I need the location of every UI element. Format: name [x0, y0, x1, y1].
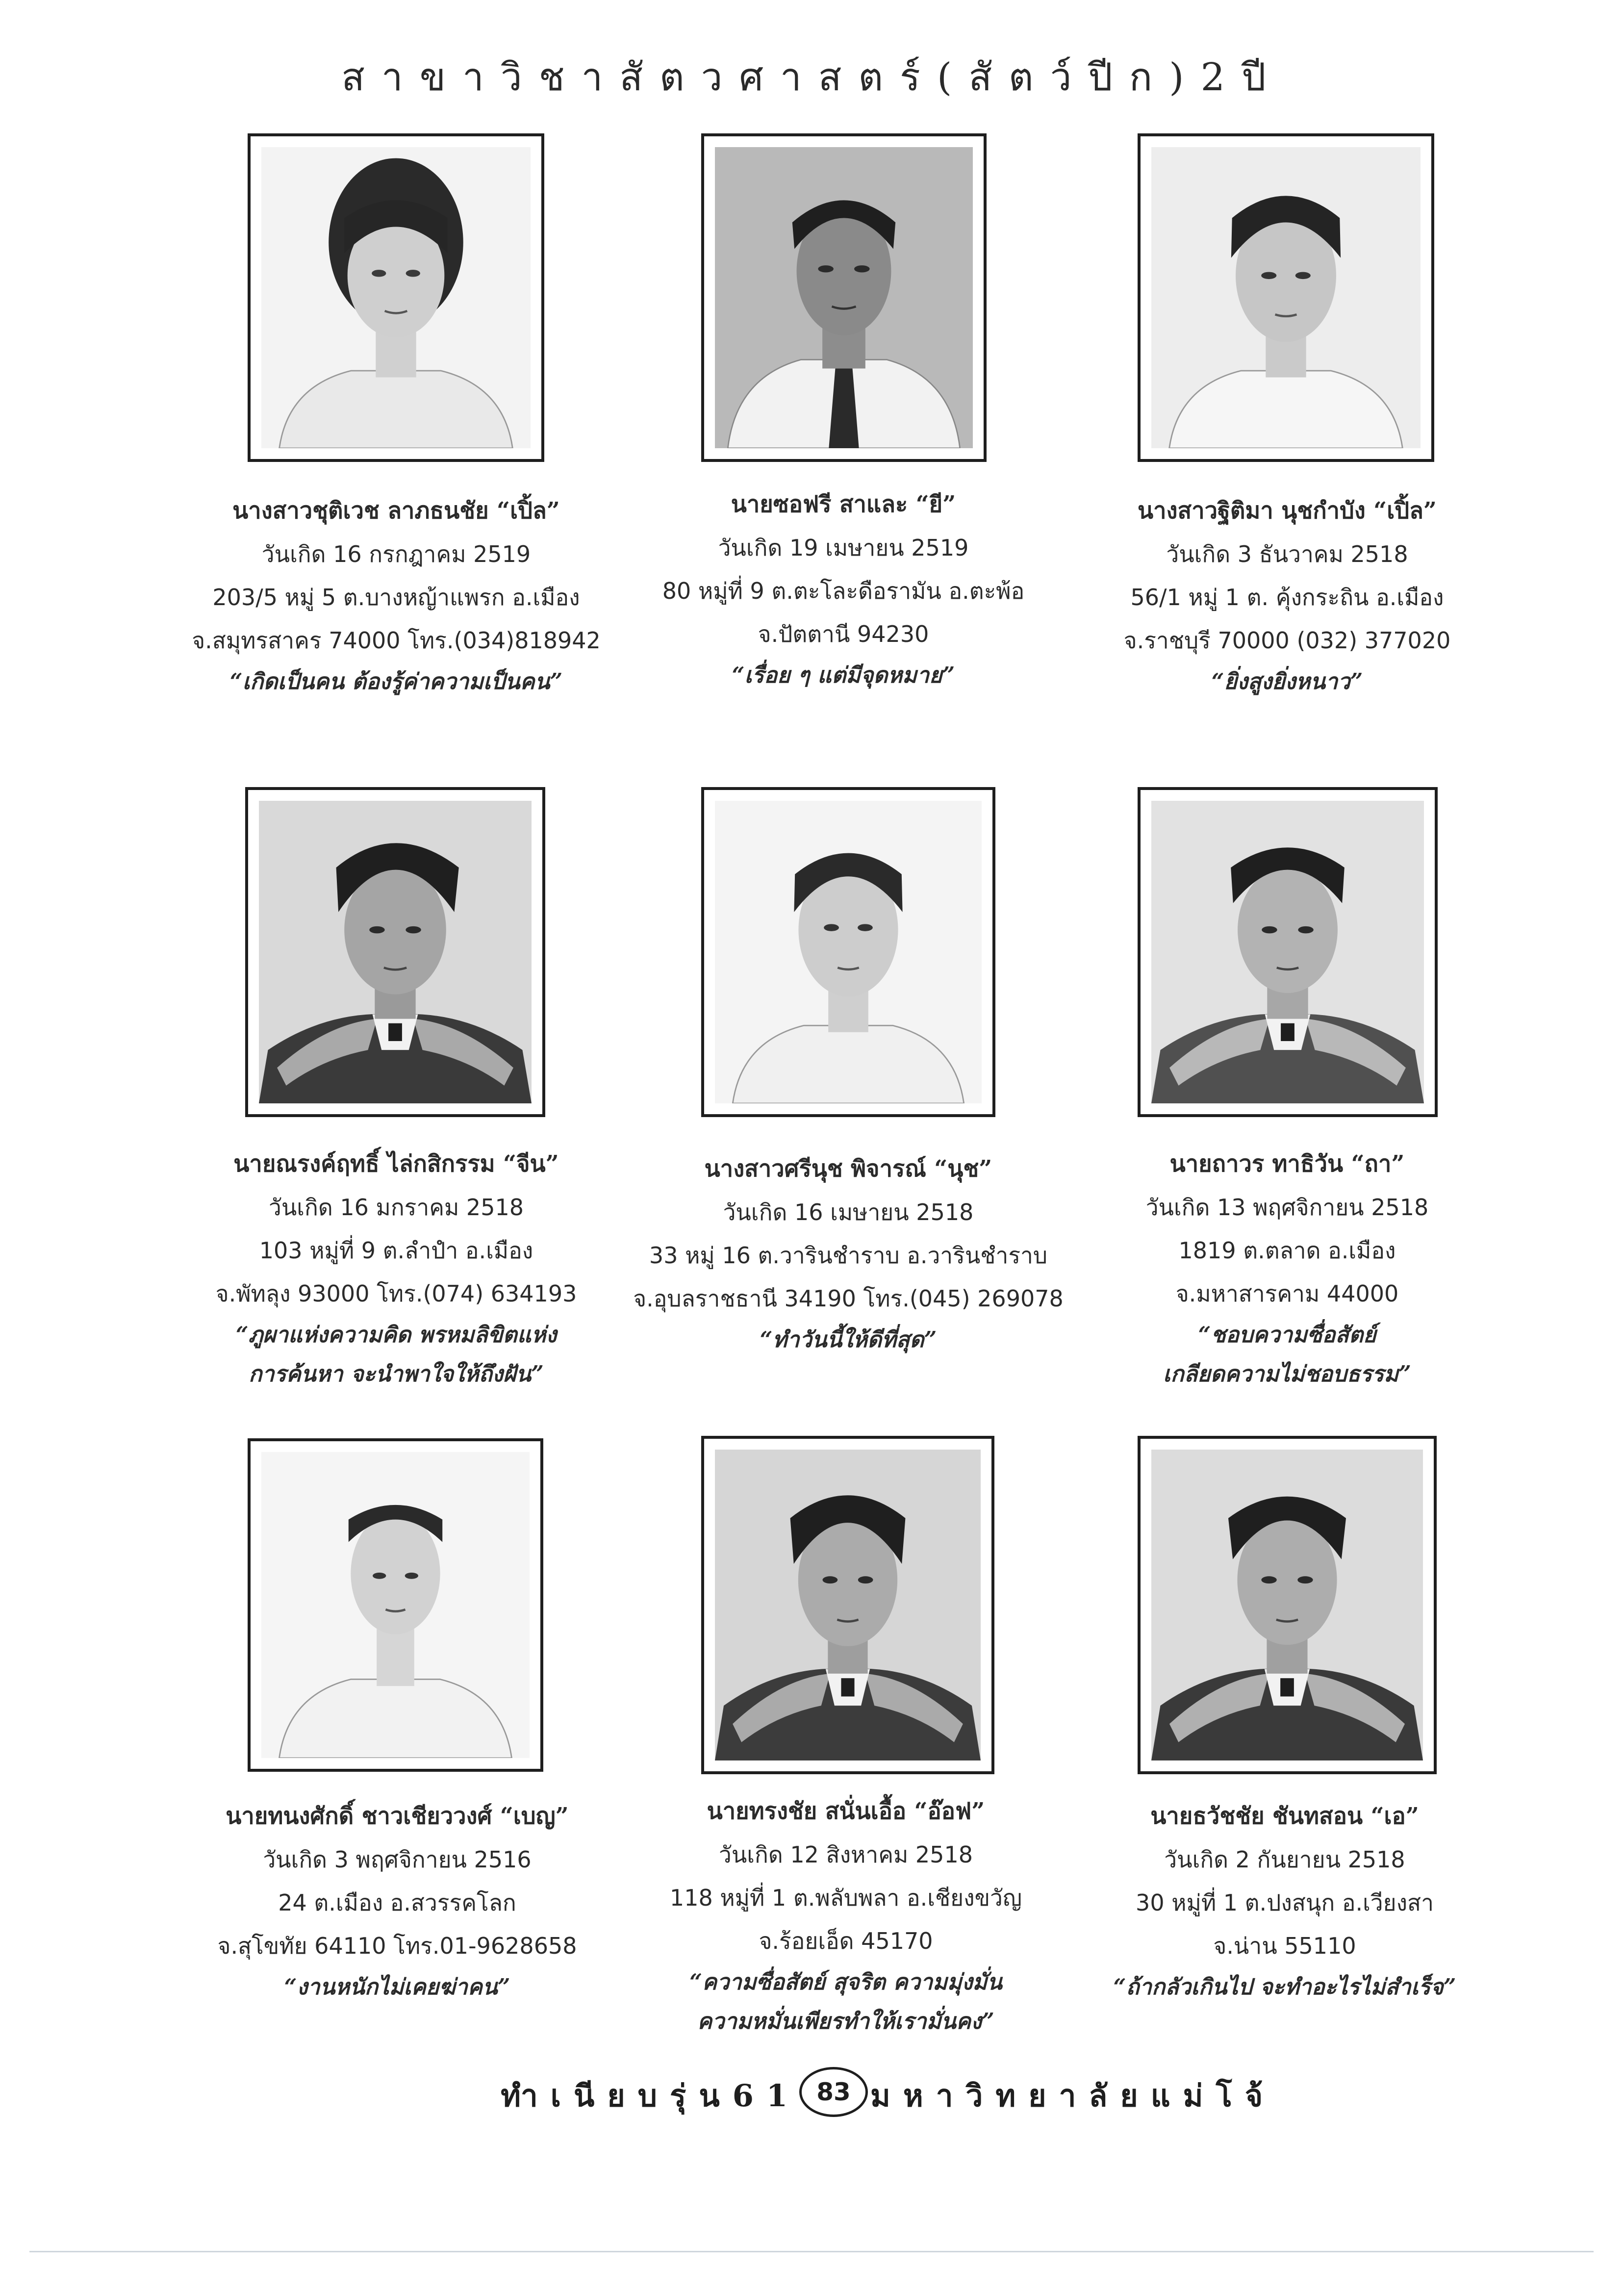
address-line: จ.พัทลุง 93000 โทร.(074) 634193 — [215, 1280, 577, 1307]
page-footer — [0, 2067, 1624, 2121]
address-line: 30 หมู่ที่ 1 ต.ปงสนุก อ.เวียงสา — [1136, 1889, 1434, 1916]
graduate-entry — [1027, 1143, 1547, 1394]
page-title: สาขาวิชาสัตวศาสตร์(สัตว์ปีก)2ปี — [341, 55, 1283, 100]
portrait-photo — [248, 1438, 543, 1772]
address-line: 33 หมู่ 16 ต.วารินชำราบ อ.วารินชำราบ — [649, 1242, 1048, 1269]
address-line: จ.ราชบุรี 70000 (032) 377020 — [1123, 627, 1451, 654]
address-line: 80 หมู่ที่ 9 ต.ตะโละดือรามัน อ.ตะพ้อ — [662, 578, 1025, 604]
graduate-name: นางสาวชุติเวช ลาภธนชัย “เปิ้ล” — [232, 497, 560, 524]
portrait-photo — [701, 787, 995, 1117]
graduate-name: นายทรงชัย สนั่นเอื้อ “อ๊อฟ” — [707, 1798, 985, 1825]
address-line: จ.อุบลราชธานี 34190 โทร.(045) 269078 — [633, 1285, 1064, 1312]
footer-university: มหาวิทยาลัยแม่โจ้ — [870, 2078, 1276, 2114]
motto: “เรื่อย ๆ แต่มีจุดหมาย” — [732, 662, 955, 688]
address-line: จ.ปัตตานี 94230 — [758, 621, 929, 647]
address-line: จ.สมุทรสาคร 74000 โทร.(034)818942 — [192, 627, 601, 654]
graduate-name: นางสาวศรีนุช พิจารณ์ “นุช” — [704, 1155, 992, 1182]
bottom-divider — [29, 2251, 1594, 2252]
portrait-photo — [1138, 1436, 1437, 1774]
birth-date: วันเกิด 16 มกราคม 2518 — [269, 1194, 524, 1221]
motto: “ภูผาแห่งความคิด พรหมลิขิตแห่ง — [235, 1322, 557, 1348]
birth-date: วันเกิด 2 กันยายน 2518 — [1164, 1846, 1405, 1873]
birth-date: วันเกิด 3 พฤศจิกายน 2516 — [263, 1846, 532, 1873]
graduate-name: นายถาวร ทาธิวัน “ถา” — [1169, 1150, 1405, 1177]
motto: ความหมั่นเพียรทำให้เรามั่นคง” — [697, 2008, 994, 2034]
address-line: จ.สุโขทัย 64110 โทร.01-9628658 — [217, 1933, 577, 1959]
address-line: จ.น่าน 55110 — [1213, 1933, 1356, 1959]
graduate-entry — [584, 483, 1103, 695]
motto: “ความซื่อสัตย์ สุจริต ความมุ่งมั่น — [689, 1969, 1002, 1995]
motto: เกลียดความไม่ชอบธรรม” — [1163, 1361, 1411, 1387]
address-line: 24 ต.เมือง อ.สวรรคโลก — [278, 1889, 516, 1916]
graduate-name: นายธวัชชัย ชันทสอน “เอ” — [1150, 1803, 1419, 1830]
portrait-photo — [1138, 787, 1438, 1117]
motto: “ทำวันนี้ให้ดีที่สุด” — [760, 1326, 937, 1352]
graduate-name: นางสาวฐิติมา นุชกำบัง “เปิ้ล” — [1138, 497, 1437, 524]
birth-date: วันเกิด 16 เมษายน 2518 — [723, 1199, 974, 1225]
motto: “ยิ่งสูงยิ่งหนาว” — [1211, 668, 1363, 694]
portrait-photo — [1138, 133, 1434, 462]
birth-date: วันเกิด 13 พฤศจิกายน 2518 — [1145, 1194, 1429, 1221]
motto: “ชอบความซื่อสัตย์ — [1198, 1322, 1376, 1348]
motto: “ถ้ากลัวเกินไป จะทำอะไรไม่สำเร็จ” — [1113, 1974, 1456, 2000]
address-line: 203/5 หมู่ 5 ต.บางหญ้าแพรก อ.เมือง — [212, 584, 580, 611]
birth-date: วันเกิด 19 เมษายน 2519 — [718, 535, 969, 561]
address-line: 56/1 หมู่ 1 ต. คุ้งกระถิน อ.เมือง — [1130, 584, 1444, 611]
portrait-photo — [701, 1436, 994, 1774]
birth-date: วันเกิด 12 สิงหาคม 2518 — [719, 1841, 973, 1868]
motto: การค้นหา จะนำพาใจให้ถึงฝัน” — [249, 1361, 544, 1387]
graduate-entry — [1027, 489, 1547, 701]
birth-date: วันเกิด 16 กรกฎาคม 2519 — [261, 541, 531, 567]
motto: “งานหนักไม่เคยฆ่าคน” — [284, 1974, 510, 2000]
address-line: จ.ร้อยเอ็ด 45170 — [759, 1928, 933, 1954]
footer-book-title: ทำเนียบรุ่น61 — [501, 2078, 800, 2114]
graduate-name: นายทนงศักดิ์ ชาวเชียววงศ์ “เบญ” — [226, 1803, 569, 1830]
graduate-entry — [136, 1143, 656, 1394]
page-number: 83 — [799, 2067, 868, 2117]
graduate-entry — [1025, 1795, 1545, 2007]
address-line: 1819 ต.ตลาด อ.เมือง — [1178, 1237, 1396, 1264]
graduate-entry — [137, 1795, 657, 2007]
address-line: 103 หมู่ที่ 9 ต.ลำปำ อ.เมือง — [259, 1237, 533, 1264]
graduate-entry — [136, 489, 656, 701]
portrait-photo — [701, 133, 987, 462]
motto: “เกิดเป็นคน ต้องรู้ค่าความเป็นคน” — [229, 668, 563, 694]
portrait-photo — [245, 787, 545, 1117]
graduate-name: นายซอฟรี สาและ “ยี” — [731, 491, 956, 518]
address-line: จ.มหาสารคาม 44000 — [1175, 1280, 1399, 1307]
graduate-name: นายณรงค์ฤทธิ์ ไล่กสิกรรม “จีน” — [233, 1150, 559, 1177]
birth-date: วันเกิด 3 ธันวาคม 2518 — [1166, 541, 1408, 567]
portrait-photo — [248, 133, 544, 462]
address-line: 118 หมู่ที่ 1 ต.พลับพลา อ.เชียงขวัญ — [669, 1885, 1022, 1911]
